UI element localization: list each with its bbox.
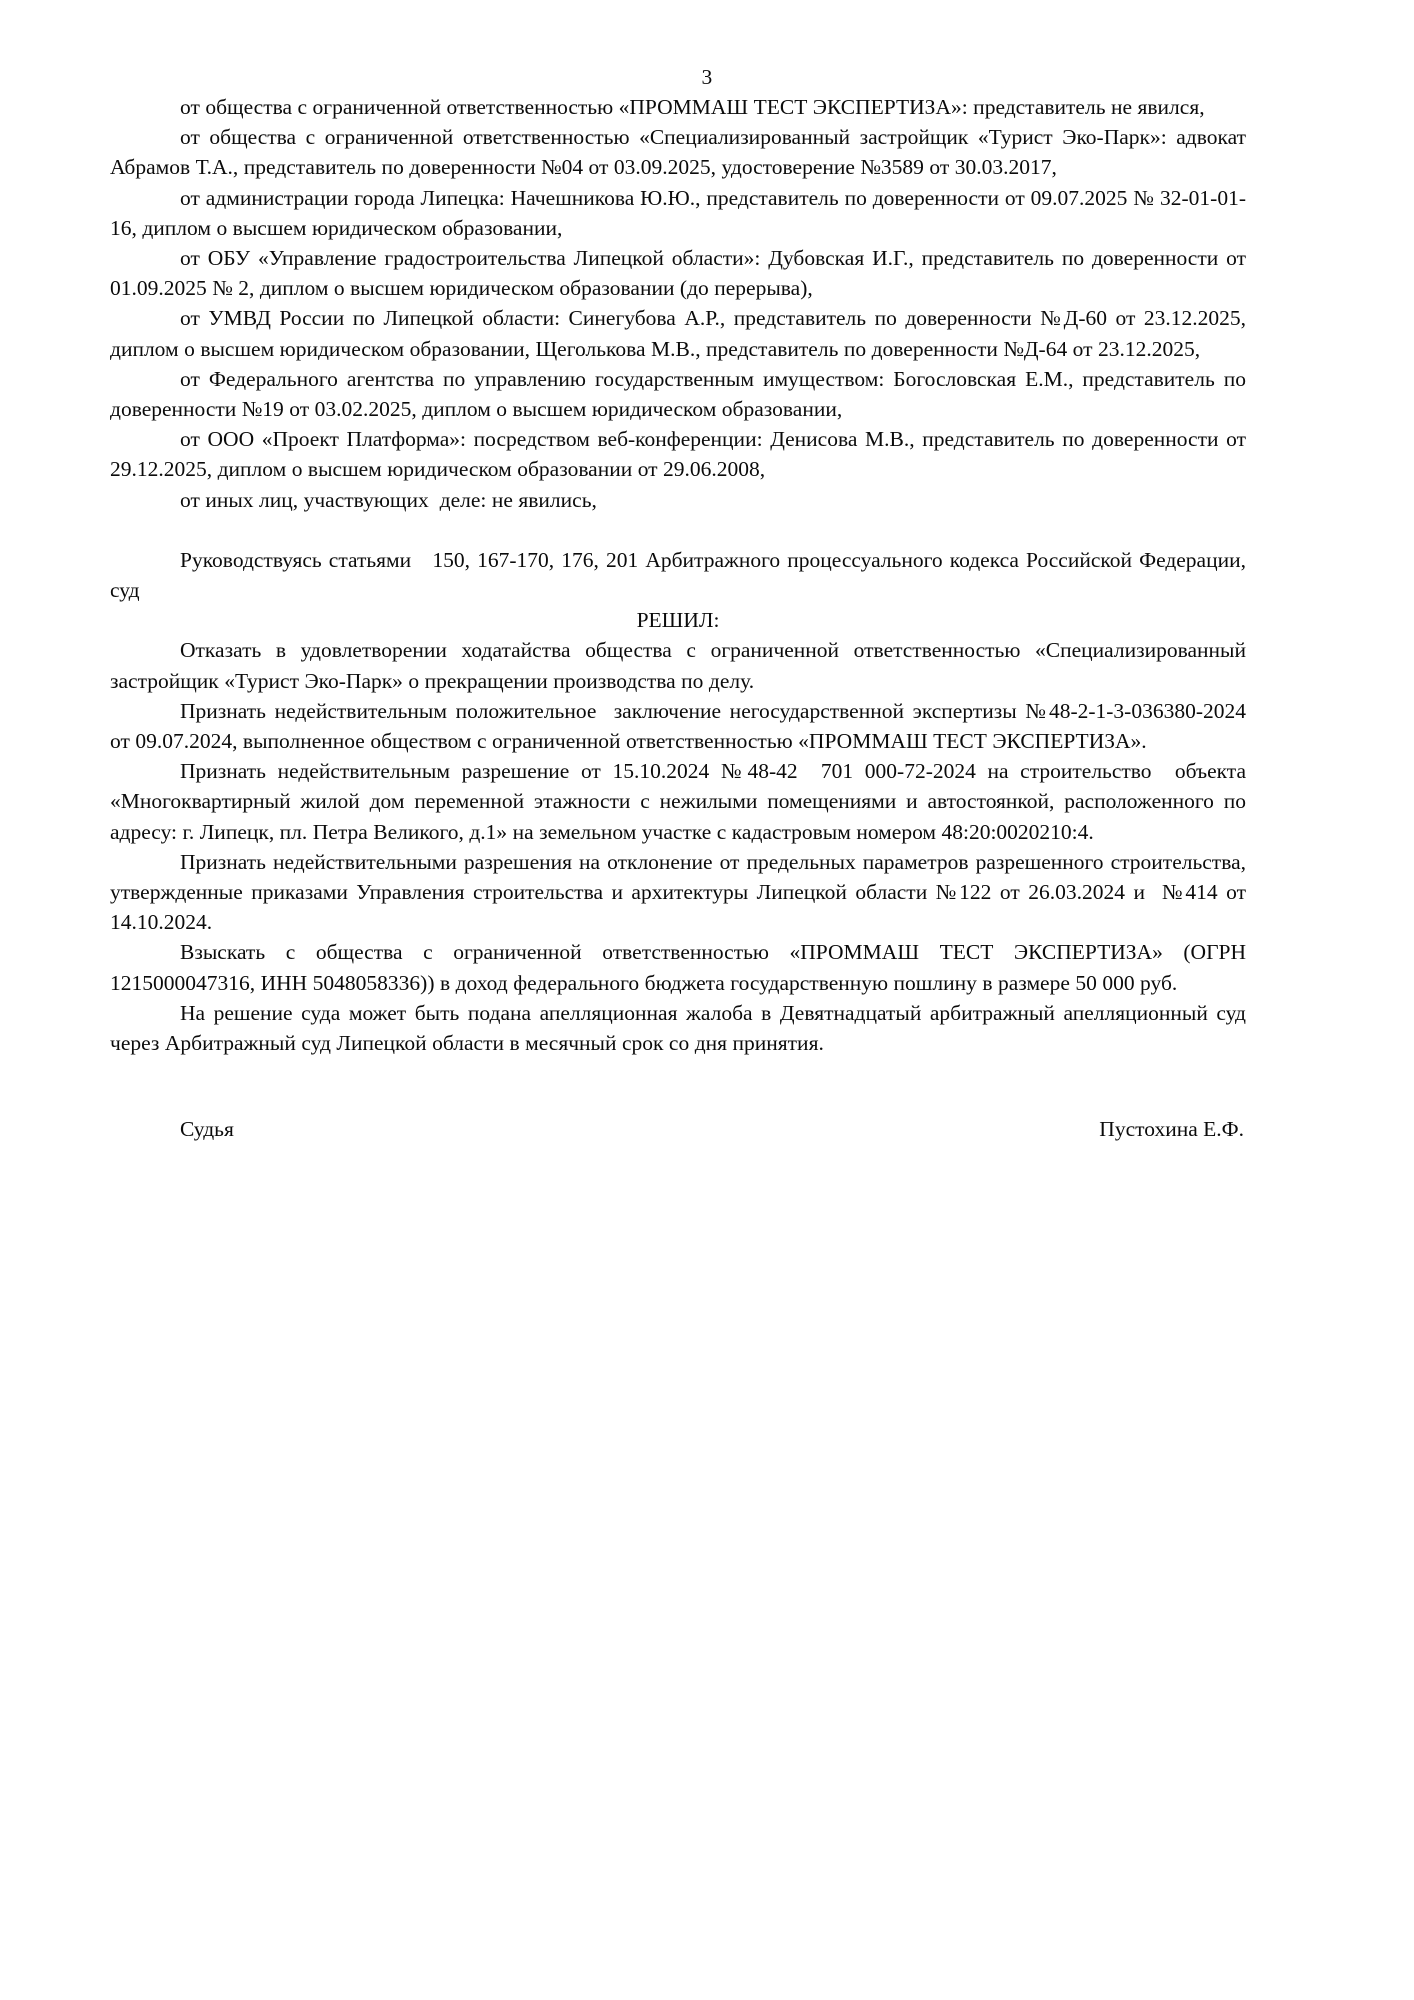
page-number: 3 <box>701 65 713 89</box>
paragraph-spacer <box>110 515 1246 545</box>
decision-heading: РЕШИЛ: <box>636 608 720 633</box>
paragraph-turist-eko-park: от общества с ограниченной ответственностью «Специализированный застройщик «Турист Эко-Парк»: адвокат Абрамов Т.А., представитель по доверенности №04 от 03.09.2025, удостоверение №3589 от 30.03.2017, <box>110 125 1252 180</box>
judge-name: Пустохина Е.Ф. <box>1099 1117 1244 1142</box>
paragraph-guided-by: Руководствуясь статьями 150, 167-170, 176, 201 Арбитражного процессуального кодекса Российской Федерации, суд <box>110 547 1252 603</box>
paragraph-decision-6: На решение суда может быть подана апелляционная жалоба в Девятнадцатый арбитражный апелляционный суд через Арбитражный суд Липецкой области в месячный срок со дня принятия. <box>110 1000 1252 1056</box>
paragraph-decision-2: Признать недействительным положительное заключение негосударственной экспертизы №48-2-1-3-036380-2024 от 09.07.2024, выполненное обществом с ограниченной ответственностью «ПРОММАШ ТЕСТ ЭКСПЕРТИЗА». <box>110 698 1252 754</box>
signature-block <box>110 1114 1246 1144</box>
paragraph-prommash-test: от общества с ограниченной ответственностью «ПРОММАШ ТЕСТ ЭКСПЕРТИЗА»: представитель не явился, <box>180 95 1205 119</box>
paragraph-obu-gradostroitelstvo: от ОБУ «Управление градостроительства Липецкой области»: Дубовская И.Г., представитель по доверенности от 01.09.2025 № 2, диплом о высшем юридическом образовании (до перерыва), <box>110 246 1252 301</box>
paragraph-umvd: от УМВД России по Липецкой области: Синегубова А.Р., представитель по доверенности №Д-60 от 23.12.2025, диплом о высшем юридическом образовании, Щеголькова М.В., представитель по доверенности №Д-64 от 23.12.2025, <box>110 306 1252 361</box>
paragraph-decision-4: Признать недействительными разрешения на отклонение от предельных параметров разрешенного строительства, утвержденные приказами Управления строительства и архитектуры Липецкой области №122 от 26.03.2024 и №414 от 14.10.2024. <box>110 849 1252 935</box>
paragraph-rosimushchestvo: от Федерального агентства по управлению государственным имуществом: Богословская Е.М., представитель по доверенности №19 от 03.02.2025, диплом о высшем юридическом образовании, <box>110 366 1252 422</box>
paragraph-decision-5: Взыскать с общества с ограниченной ответственностью «ПРОММАШ ТЕСТ ЭКСПЕРТИЗА» (ОГРН 1215000047316, ИНН 5048058336)) в доход федерального бюджета государственную пошлину в размере 50 000 руб. <box>110 940 1252 995</box>
paragraph-decision-3: Признать недействительным разрешение от 15.10.2024 №48-42 701 000-72-2024 на строительство объекта «Многоквартирный жилой дом переменной этажности с нежилыми помещениями и автостоянкой, расположенного по адресу: г. Липецк, пл. Петра Великого, д.1» на земельном участке с кадастровым номером 48:20:0020210:4. <box>110 759 1252 844</box>
paragraph-administration-lipetsk: от администрации города Липецка: Начешникова Ю.Ю., представитель по доверенности от 09.07.2025 № 32-01-01-16, диплом о высшем юридическом образовании, <box>110 185 1246 240</box>
paragraph-decision-1: Отказать в удовлетворении ходатайства общества с ограниченной ответственностью «Специализированный застройщик «Турист Эко-Парк» о прекращении производства по делу. <box>110 638 1252 693</box>
paragraph-proekt-platforma: от ООО «Проект Платформа»: посредством веб-конференции: Денисова М.В., представитель по доверенности от 29.12.2025, диплом о высшем юридическом образовании от 29.06.2008, <box>110 427 1252 482</box>
document-body <box>110 92 1252 1145</box>
judge-role-label: Судья <box>180 1117 234 1142</box>
paragraph-other-persons: от иных лиц, участвующих деле: не явились, <box>180 487 597 512</box>
